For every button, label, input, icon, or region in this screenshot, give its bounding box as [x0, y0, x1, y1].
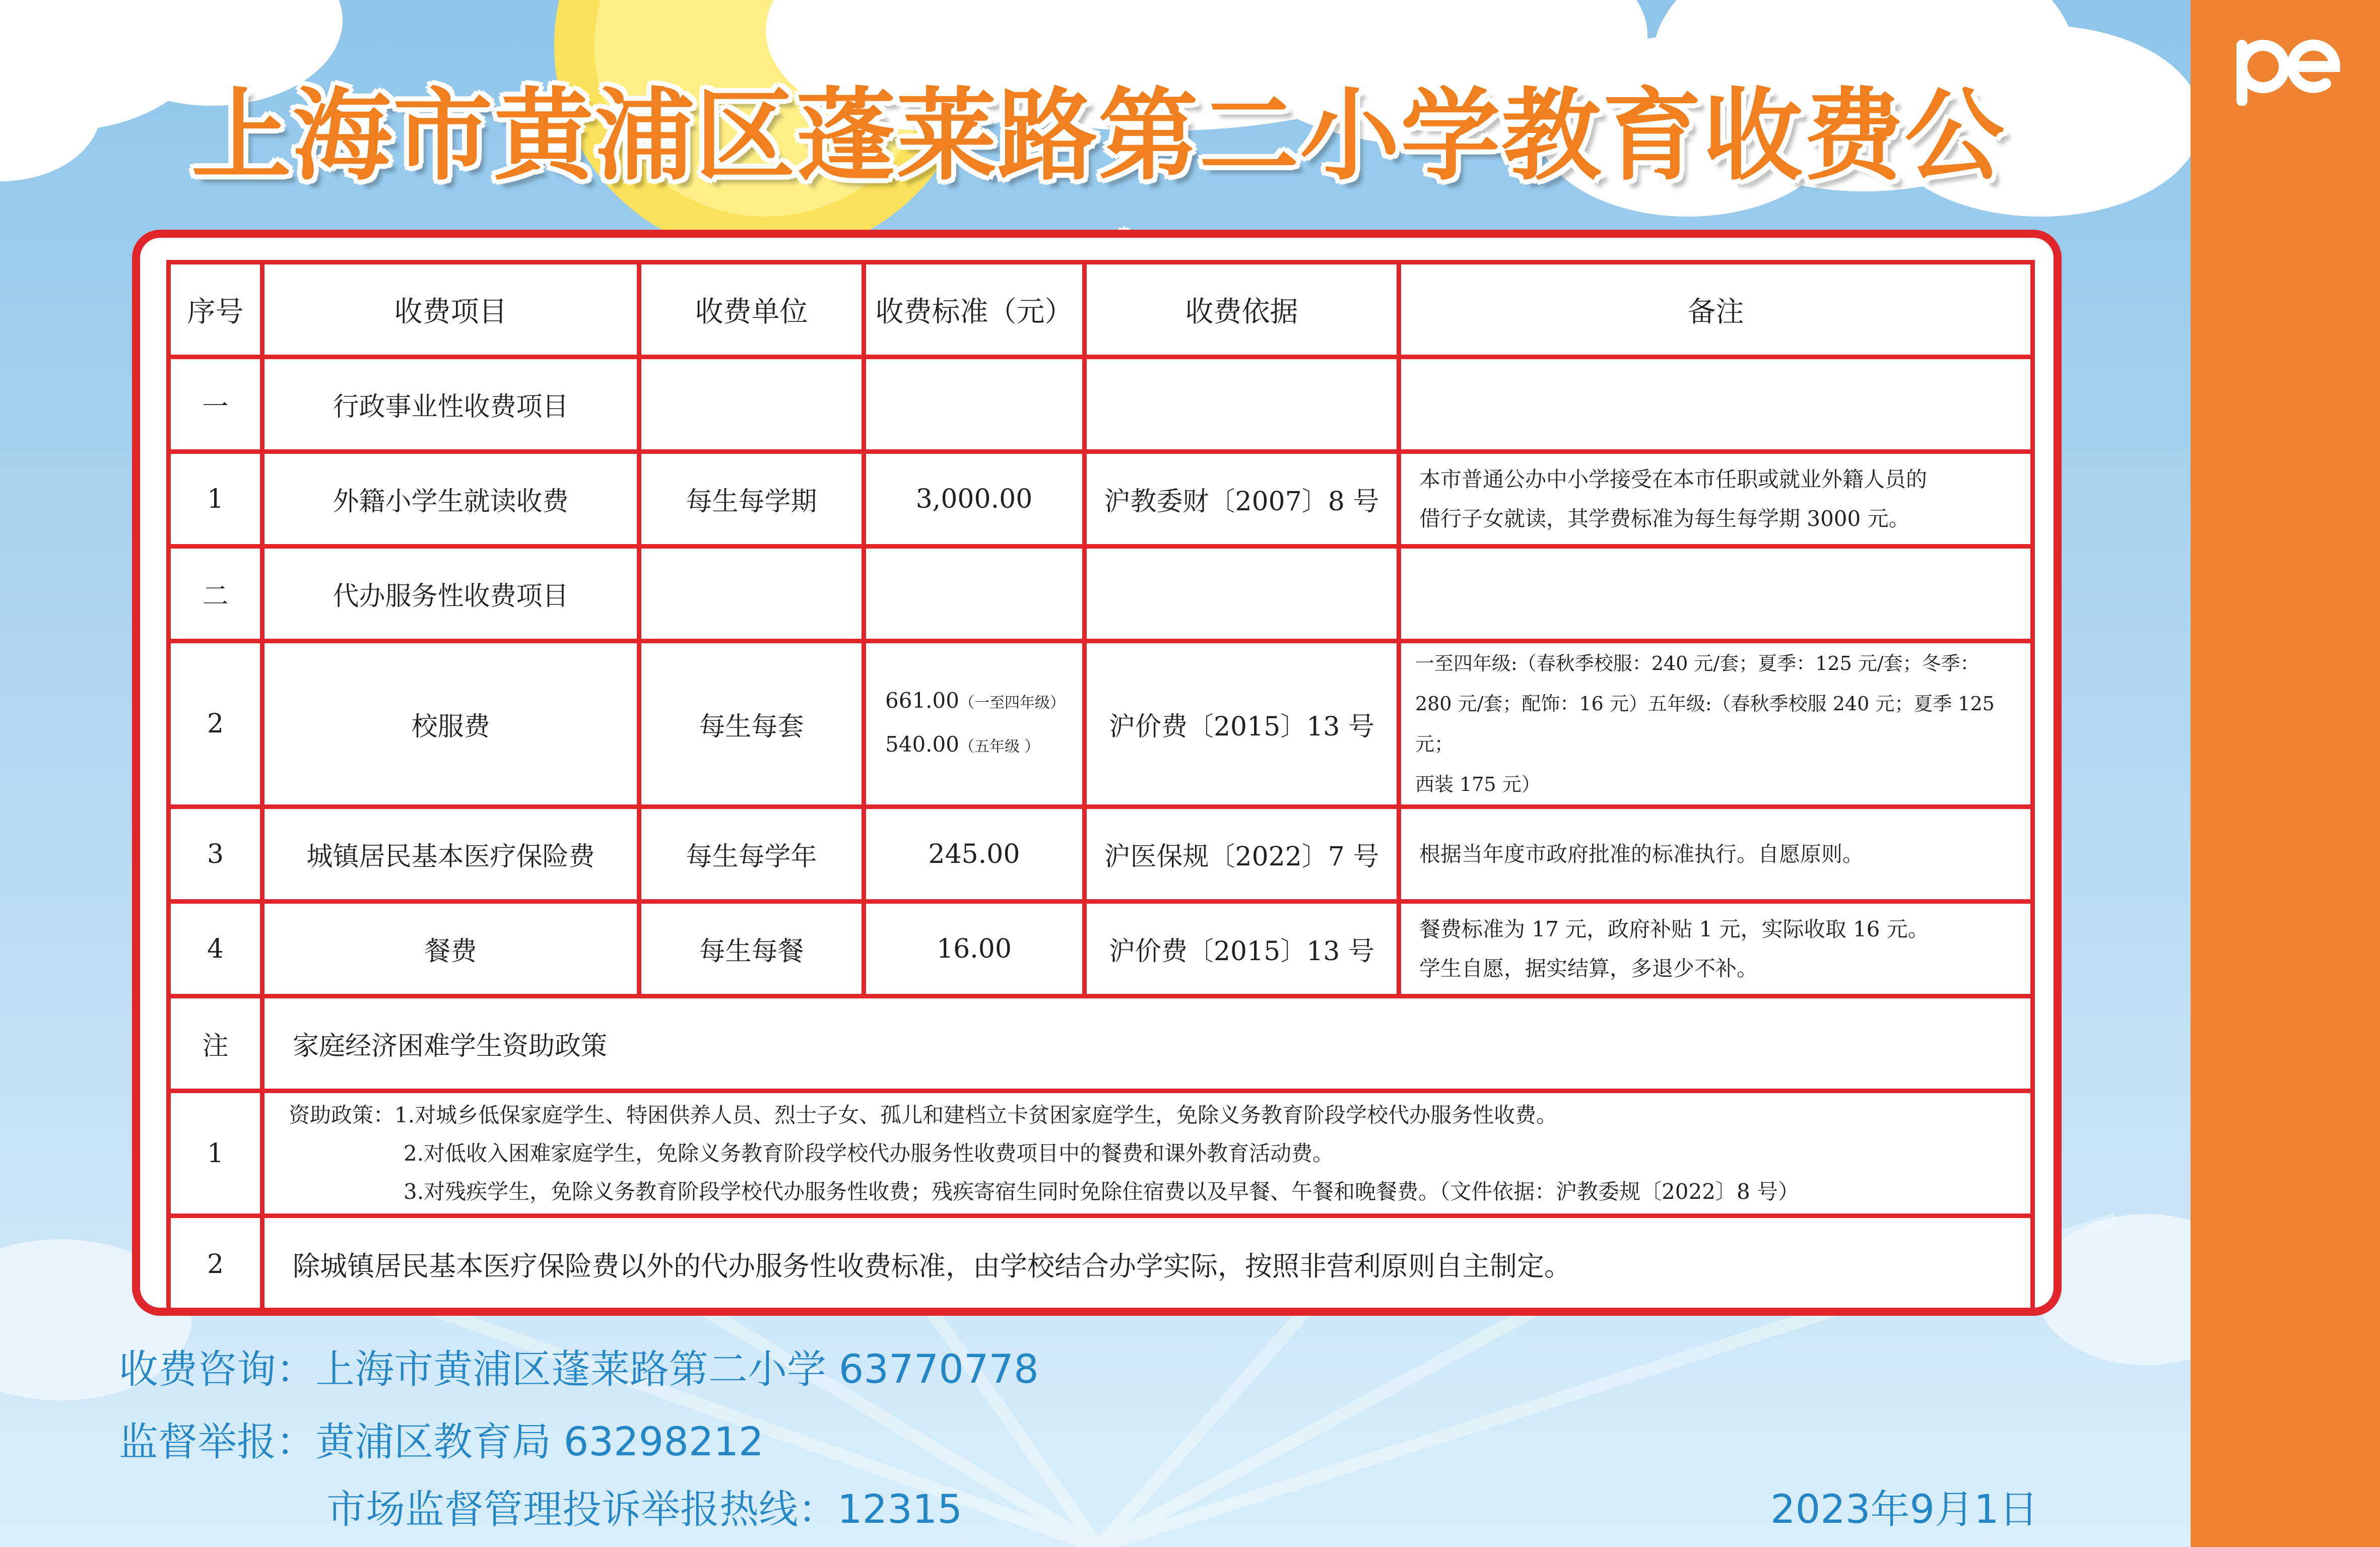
footer-consult: 收费咨询：上海市黄浦区蓬莱路第二小学 63770778	[119, 1347, 1039, 1392]
row-basis: 沪价费〔2015〕13 号	[1085, 902, 1399, 996]
row-note: 本市普通公办中小学接受在本市任职或就业外籍人员的 借行子女就读，其学费标准为每生每学期 3000 元。	[1399, 452, 2033, 547]
row-note: 根据当年度市政府批准的标准执行。自愿原则。	[1399, 807, 2033, 902]
footer-date: 2023年9月1日	[1770, 1487, 2038, 1532]
notes-label: 注	[169, 996, 262, 1091]
row-standard: 16.00	[864, 902, 1085, 996]
row-item: 餐费	[262, 902, 639, 996]
row-basis: 沪教委财〔2007〕8 号	[1085, 452, 1399, 547]
policy-text: 资助政策：1.对城乡低保家庭学生、特困供养人员、烈士子女、孤儿和建档立卡贫困家庭学生，免除义务教育阶段学校代办服务性收费。 2.对低收入困难家庭学生，免除义务教育阶段学校代办服务性收费项目中的餐费和课外教育活动费。 3.对残疾学生，免除义务教育阶段学校代办服务性收费；残疾寄宿生同时免除住宿费以及早餐、午餐和晚餐费。（文件依据：沪教委规〔2022〕8 号）	[262, 1091, 2033, 1216]
row-no: 4	[169, 902, 262, 996]
header-note: 备注	[1399, 262, 2033, 357]
header-unit: 收费单位	[639, 262, 864, 357]
header-basis: 收费依据	[1085, 262, 1399, 357]
row-standard: 661.00（一至四年级） 540.00（五年级 ）	[864, 641, 1085, 807]
row-unit: 每生每餐	[639, 902, 864, 996]
row-unit: 每生每学年	[639, 807, 864, 902]
table-row	[169, 807, 2033, 902]
table-row	[169, 641, 2033, 807]
section-name: 行政事业性收费项目	[262, 357, 639, 452]
rule-row	[169, 1216, 2033, 1313]
policy-no: 1	[169, 1091, 262, 1216]
footer-hotline: 市场监督管理投诉举报热线：12315	[326, 1487, 963, 1532]
row-basis: 沪医保规〔2022〕7 号	[1085, 807, 1399, 902]
section-row	[169, 357, 2033, 452]
table-row	[169, 452, 2033, 547]
notes-heading-row	[169, 996, 2033, 1091]
row-item: 外籍小学生就读收费	[262, 452, 639, 547]
policy-row	[169, 1091, 2033, 1216]
row-standard: 245.00	[864, 807, 1085, 902]
page-title: 上海市黄浦区蓬莱路第二小学教育收费公	[191, 78, 2005, 194]
row-no: 1	[169, 452, 262, 547]
header-no: 序号	[169, 262, 262, 357]
section-row	[169, 547, 2033, 641]
footer-report: 监督举报：黄浦区教育局 63298212	[119, 1420, 764, 1465]
fee-table	[166, 260, 2035, 1315]
table-row	[169, 902, 2033, 996]
section-name: 代办服务性收费项目	[262, 547, 639, 641]
table-header-row	[169, 262, 2033, 357]
orange-side-bar	[2191, 0, 2380, 1547]
row-unit: 每生每套	[639, 641, 864, 807]
row-item: 校服费	[262, 641, 639, 807]
section-no: 一	[169, 357, 262, 452]
header-standard: 收费标准（元）	[864, 262, 1085, 357]
row-item: 城镇居民基本医疗保险费	[262, 807, 639, 902]
row-standard: 3,000.00	[864, 452, 1085, 547]
header-item: 收费项目	[262, 262, 639, 357]
row-note: 一至四年级:（春秋季校服：240 元/套；夏季：125 元/套；冬季： 280 元/套；配饰：16 元）五年级:（春秋季校服 240 元；夏季 125 元； 西装 175 元）	[1399, 641, 2033, 807]
row-note: 餐费标准为 17 元，政府补贴 1 元，实际收取 16 元。 学生自愿，据实结算，多退少不补。	[1399, 902, 2033, 996]
section-no: 二	[169, 547, 262, 641]
row-basis: 沪价费〔2015〕13 号	[1085, 641, 1399, 807]
rule-no: 2	[169, 1216, 262, 1313]
row-no: 2	[169, 641, 262, 807]
pe-logo-icon	[2232, 30, 2343, 106]
row-unit: 每生每学期	[639, 452, 864, 547]
rule-text: 除城镇居民基本医疗保险费以外的代办服务性收费标准，由学校结合办学实际，按照非营利原则自主制定。	[262, 1216, 2033, 1313]
row-no: 3	[169, 807, 262, 902]
notes-heading: 家庭经济困难学生资助政策	[262, 996, 2033, 1091]
